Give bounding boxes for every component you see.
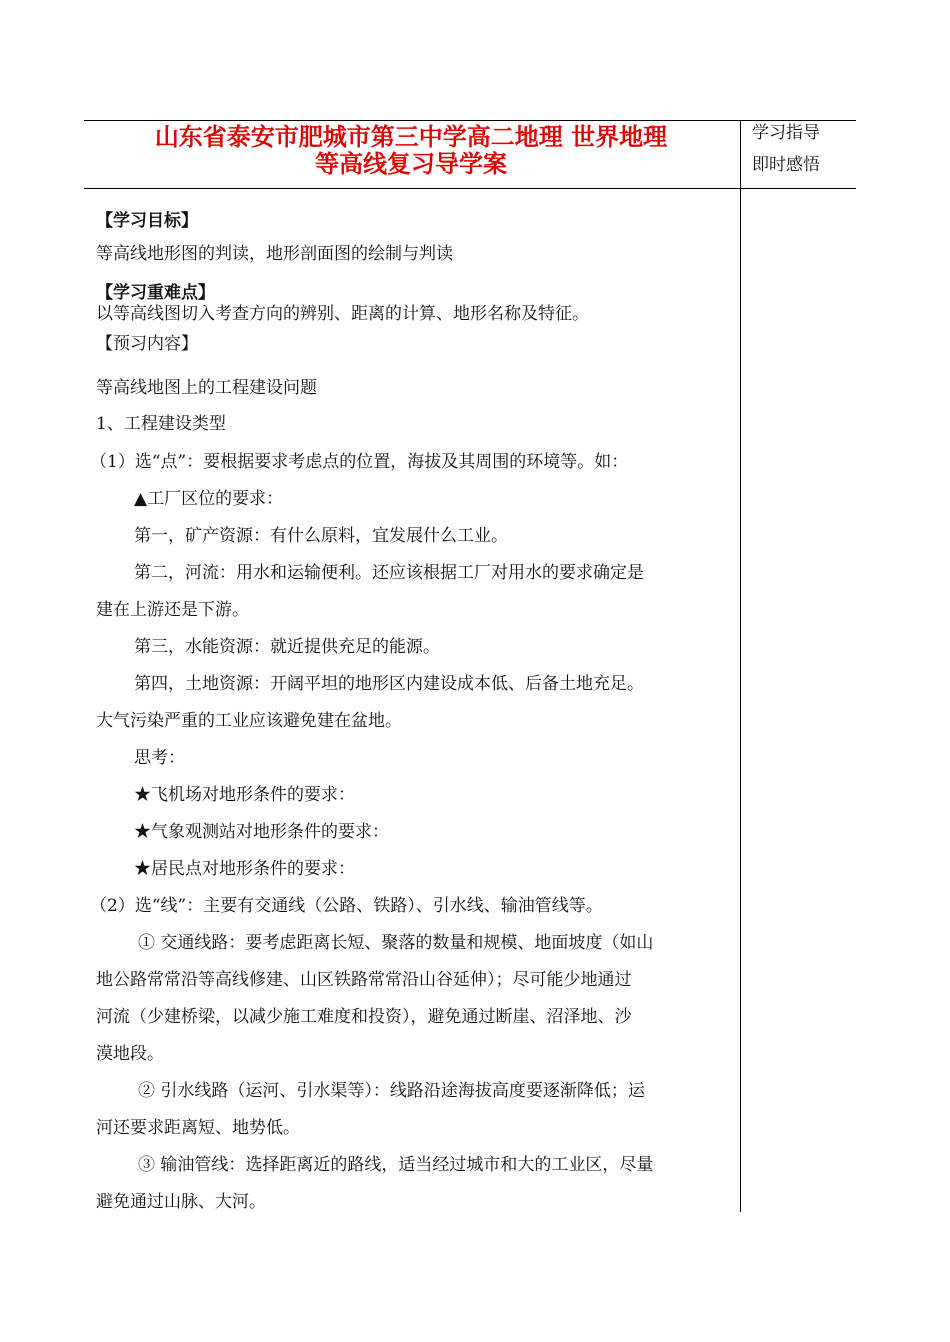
airport-question: ★飞机场对地形条件的要求：: [134, 785, 355, 805]
traffic-route-a: ① 交通线路：要考虑距离长短、聚落的数量和规模、地面坡度（如山: [138, 933, 654, 953]
side-label-guidance: 学习指导: [752, 123, 820, 143]
topic-line: 等高线地图上的工程建设问题: [96, 378, 317, 398]
fourth-point-b: 大气污染严重的工业应该避免建在盆地。: [96, 711, 402, 731]
page-title-line2: 等高线复习导学案: [315, 149, 507, 178]
section-1-heading: 1、工程建设类型: [96, 414, 226, 434]
goal-heading: 【学习目标】: [96, 211, 198, 231]
water-route-a: ② 引水线路（运河、引水渠等）：线路沿途海拔高度要逐渐降低；运: [138, 1081, 645, 1101]
residence-question: ★居民点对地形条件的要求：: [134, 859, 355, 879]
key-heading: 【学习重难点】: [96, 283, 215, 303]
fourth-point-a: 第四，土地资源：开阔平坦的地形区内建设成本低、后备土地充足。: [134, 674, 644, 694]
oil-pipeline-a: ③ 输油管线：选择距离近的路线，适当经过城市和大的工业区，尽量: [138, 1155, 654, 1175]
factory-requirement: ▲工厂区位的要求：: [134, 489, 284, 509]
traffic-route-c: 河流（少建桥梁，以减少施工难度和投资），避免通过断崖、沼泽地、沙: [96, 1007, 632, 1027]
think-label: 思考：: [134, 748, 185, 768]
key-text: 以等高线图切入考查方向的辨别、距离的计算、地形名称及特征。: [96, 304, 589, 324]
side-label-insight: 即时感悟: [752, 155, 820, 175]
column-divider: [740, 120, 741, 1212]
first-point: 第一，矿产资源：有什么原料，宜发展什么工业。: [134, 526, 508, 546]
second-point-a: 第二，河流：用水和运输便利。还应该根据工厂对用水的要求确定是: [134, 563, 644, 583]
third-point: 第三，水能资源：就近提供充足的能源。: [134, 637, 440, 657]
page-title-line1: 山东省泰安市肥城市第三中学高二地理 世界地理: [154, 122, 668, 151]
weather-station-question: ★气象观测站对地形条件的要求：: [134, 822, 389, 842]
preview-heading: 【预习内容】: [96, 334, 198, 354]
goal-text: 等高线地形图的判读，地形剖面图的绘制与判读: [96, 244, 453, 264]
traffic-route-d: 漠地段。: [96, 1044, 164, 1064]
traffic-route-b: 地公路常常沿等高线修建、山区铁路常常沿山谷延伸）；尽可能少地通过: [96, 970, 632, 990]
water-route-b: 河还要求距离短、地势低。: [96, 1118, 300, 1138]
oil-pipeline-b: 避免通过山脉、大河。: [96, 1192, 266, 1212]
second-point-b: 建在上游还是下游。: [96, 600, 249, 620]
point-select-line: （1）选“点”：要根据要求考虑点的位置，海拔及其周围的环境等。如：: [90, 452, 629, 472]
line-select-line: （2）选“线”：主要有交通线（公路、铁路）、引水线、输油管线等。: [90, 896, 603, 916]
